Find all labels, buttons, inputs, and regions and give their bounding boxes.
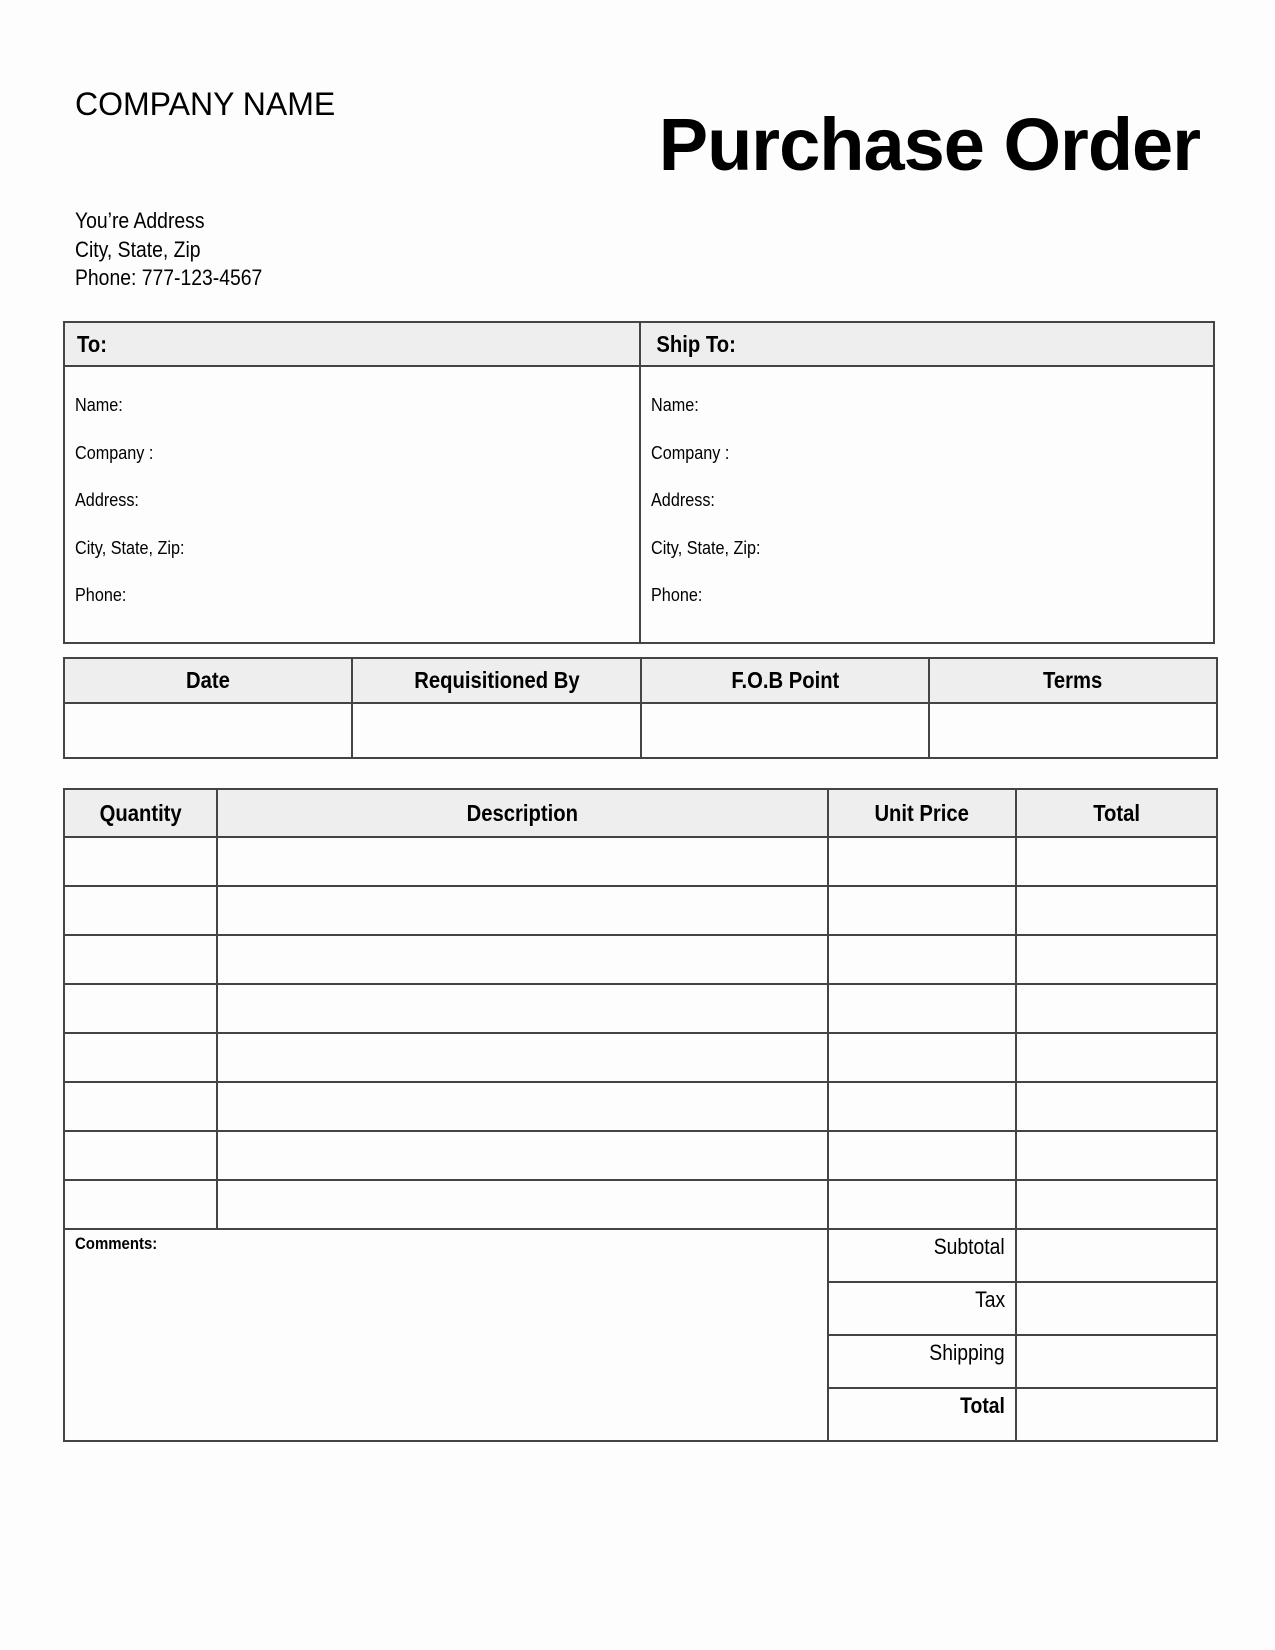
unit-price-cell[interactable]	[828, 1033, 1016, 1082]
quantity-cell[interactable]	[64, 1131, 217, 1180]
table-row	[64, 1180, 1217, 1229]
ship-company-label: Company :	[651, 442, 730, 463]
city-state-zip-line: City, State, Zip	[75, 236, 201, 262]
quantity-cell[interactable]	[64, 935, 217, 984]
address-table	[63, 321, 1215, 644]
requisitioned-by-cell[interactable]	[352, 703, 641, 758]
unit-price-cell[interactable]	[828, 1082, 1016, 1131]
order-info-table	[63, 657, 1218, 759]
ship-phone-label: Phone:	[651, 585, 703, 605]
quantity-cell[interactable]	[64, 837, 217, 886]
line-total-cell[interactable]	[1016, 837, 1217, 886]
description-cell[interactable]	[217, 984, 828, 1033]
description-cell[interactable]	[217, 935, 828, 984]
ship-to-heading: Ship To:	[640, 322, 1214, 366]
description-cell[interactable]	[217, 1033, 828, 1082]
company-name: COMPANY NAME	[75, 86, 336, 122]
unit-price-cell[interactable]	[828, 886, 1016, 935]
subtotal-label: Subtotal	[828, 1229, 1016, 1282]
requisitioned-by-header: Requisitioned By	[352, 658, 641, 703]
quantity-cell[interactable]	[64, 886, 217, 935]
table-row	[64, 886, 1217, 935]
subtotal-value[interactable]	[1016, 1229, 1217, 1282]
items-table	[63, 788, 1218, 1442]
quantity-cell[interactable]	[64, 1082, 217, 1131]
to-address-label: Address:	[75, 490, 139, 510]
unit-price-cell[interactable]	[828, 1131, 1016, 1180]
table-row	[64, 837, 1217, 886]
to-company-label: Company :	[75, 442, 154, 463]
shipping-label: Shipping	[828, 1335, 1016, 1388]
company-address	[75, 207, 288, 293]
grand-total-value[interactable]	[1016, 1388, 1217, 1441]
unit-price-cell[interactable]	[828, 1180, 1016, 1229]
address-line: You’re Address	[75, 208, 205, 233]
line-total-cell[interactable]	[1016, 1131, 1217, 1180]
grand-total-label: Total	[828, 1388, 1016, 1441]
to-phone-label: Phone:	[75, 585, 127, 605]
line-total-cell[interactable]	[1016, 1033, 1217, 1082]
ship-address-label: Address:	[651, 490, 715, 510]
description-header: Description	[217, 789, 828, 837]
to-fields[interactable]	[64, 366, 640, 643]
ship-name-label: Name:	[651, 395, 699, 415]
unit-price-header: Unit Price	[828, 789, 1016, 837]
tax-label: Tax	[828, 1282, 1016, 1335]
quantity-header: Quantity	[64, 789, 217, 837]
line-total-cell[interactable]	[1016, 1082, 1217, 1131]
phone-line: Phone: 777-123-4567	[75, 265, 263, 290]
unit-price-cell[interactable]	[828, 935, 1016, 984]
table-row	[64, 984, 1217, 1033]
quantity-cell[interactable]	[64, 1033, 217, 1082]
to-city-label: City, State, Zip:	[75, 537, 185, 558]
comments-box[interactable]	[64, 1229, 828, 1441]
table-row	[64, 935, 1217, 984]
fob-point-header: F.O.B Point	[641, 658, 929, 703]
to-name-label: Name:	[75, 395, 123, 415]
ship-to-fields[interactable]	[640, 366, 1214, 643]
quantity-cell[interactable]	[64, 984, 217, 1033]
description-cell[interactable]	[217, 1180, 828, 1229]
tax-value[interactable]	[1016, 1282, 1217, 1335]
table-row	[64, 1131, 1217, 1180]
shipping-value[interactable]	[1016, 1335, 1217, 1388]
description-cell[interactable]	[217, 886, 828, 935]
document-title: Purchase Order	[658, 103, 1200, 186]
line-total-cell[interactable]	[1016, 886, 1217, 935]
to-heading: To:	[64, 322, 640, 366]
description-cell[interactable]	[217, 1131, 828, 1180]
fob-point-cell[interactable]	[641, 703, 929, 758]
comments-label: Comments:	[75, 1234, 158, 1253]
total-header: Total	[1016, 789, 1217, 837]
table-row	[64, 1033, 1217, 1082]
quantity-cell[interactable]	[64, 1180, 217, 1229]
line-total-cell[interactable]	[1016, 984, 1217, 1033]
description-cell[interactable]	[217, 837, 828, 886]
date-cell[interactable]	[64, 703, 352, 758]
line-total-cell[interactable]	[1016, 1180, 1217, 1229]
unit-price-cell[interactable]	[828, 984, 1016, 1033]
terms-header: Terms	[929, 658, 1217, 703]
description-cell[interactable]	[217, 1082, 828, 1131]
date-header: Date	[64, 658, 352, 703]
terms-cell[interactable]	[929, 703, 1217, 758]
line-total-cell[interactable]	[1016, 935, 1217, 984]
table-row	[64, 1082, 1217, 1131]
unit-price-cell[interactable]	[828, 837, 1016, 886]
ship-city-label: City, State, Zip:	[651, 537, 761, 558]
